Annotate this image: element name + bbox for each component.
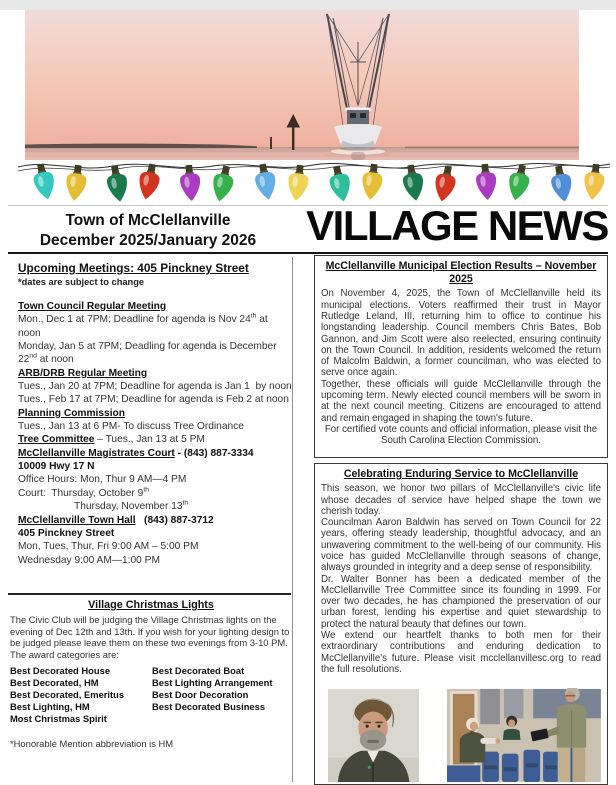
meeting-line-segment: McClellanville Town Hall	[18, 514, 136, 526]
meeting-line	[18, 300, 292, 313]
light-bulb	[582, 163, 606, 201]
meetings-list	[18, 300, 292, 567]
meeting-line	[18, 313, 292, 326]
award-category: Best Decorated, Emeritus	[10, 688, 125, 700]
meeting-line	[18, 380, 292, 393]
award-category: Best Decorated Boat	[152, 664, 245, 676]
award-category: Most Christmas Spirit	[10, 712, 107, 724]
meeting-line	[18, 433, 292, 446]
meeting-line-segment: Planning Commission	[18, 407, 125, 419]
award-category: Best Decorated House	[10, 664, 111, 676]
meeting-line-segment: at noon	[36, 354, 74, 366]
meeting-line-segment: ARB/DRB Regular Meeting	[18, 367, 148, 379]
meeting-line	[18, 473, 292, 486]
meeting-line	[18, 353, 292, 366]
meeting-line	[18, 554, 292, 567]
award-category: Best Lighting, HM	[10, 700, 90, 712]
top-gray-bar	[0, 0, 616, 10]
meeting-line-segment: Thursday, November 13	[74, 501, 183, 513]
service-paragraph-4: We extend our heartfelt thanks to both men for their extraordinary contributions and enduring dedication to McClellanville's future. Please visit mcclellanvillesc.org to read the full resolutions.	[321, 630, 601, 675]
masthead-town-name: Town of McClellanville	[65, 212, 231, 229]
dates-note: *dates are subject to change	[18, 277, 145, 287]
service-paragraph-1: This season, we honor two pillars of McClellanville's civic life whose decades of service have helped shape the town we cherish today.	[321, 483, 601, 517]
service-box	[314, 463, 608, 785]
christmas-section-heading: Village Christmas Lights	[88, 599, 214, 611]
award-category: Best Door Decoration	[152, 688, 249, 700]
shrimp-boat-photo	[25, 10, 579, 160]
meeting-line-segment: 10009 Hwy 17 N	[18, 461, 95, 473]
meeting-line-segment: Tree Committee	[18, 434, 95, 446]
sky	[25, 10, 579, 148]
water-streak	[25, 156, 579, 157]
meeting-line-segment: – Tues., Jan 13 at 5 PM	[94, 434, 205, 446]
meeting-line	[18, 340, 292, 353]
masthead-town-block	[22, 211, 274, 250]
meeting-line-segment: nd	[29, 352, 37, 360]
photo-row	[328, 688, 601, 783]
light-bulb	[549, 164, 575, 203]
light-bulb	[136, 162, 163, 201]
hm-footnote: *Honorable Mention abbreviation is HM	[10, 737, 174, 749]
meeting-line-segment: Monday, Jan 5 at 7PM; Deadling for agenda is December	[18, 341, 277, 353]
far-shore	[405, 147, 579, 149]
meeting-line-segment: Tues., Jan 13 at 6 PM- To discuss Tree Ordinance	[18, 421, 244, 433]
election-paragraph-2: Together, these officials will guide McClellanville through the upcoming term. Newly elected council members will be sworn in at the next council meeting. Citizens are encouraged to attend and remain engaged in shaping the town's future.	[321, 378, 601, 424]
masthead-issue-date: December 2025/January 2026	[39, 231, 257, 249]
meeting-line	[18, 514, 292, 527]
award-category: Best Decorated Business	[152, 700, 266, 712]
meeting-room-photo	[447, 688, 601, 783]
light-bulb	[401, 163, 426, 202]
service-paragraph-2: Councilman Aaron Baldwin has served on Town Council for 22 years, offering steady leadership, thoughtful advocacy, and an unwavering commitment to the well-being of our community. His voice has guided McClellanville through seasons of change, always grounded in integrity and a deep sense of responsibility.	[321, 517, 601, 574]
meeting-line	[18, 407, 292, 420]
boat-scene	[25, 10, 579, 160]
meeting-line-segment: Office Hours: Mon, Thur 9 AM—4 PM	[18, 474, 187, 486]
service-paragraph-3: Dr. Walter Bonner has been a dedicated member of the McClellanville Tree Committee since its founding in 1999. For over two decades, he has championed the preservation of our urban forest, lending his expertise and quiet stewardship to protect the natural beauty that defines our town.	[321, 573, 601, 630]
buoy	[270, 137, 272, 149]
award-category	[152, 713, 292, 725]
meeting-line-segment: at	[256, 314, 268, 326]
award-categories	[10, 665, 292, 725]
election-paragraph-3: For certified vote counts and official information, please visit the South Carolina Election Commission.	[324, 423, 598, 447]
meeting-line-segment: th	[143, 486, 149, 494]
light-bulb	[327, 164, 354, 203]
service-heading: Celebrating Enduring Service to McClellanville	[343, 468, 579, 480]
water-streak	[25, 151, 579, 152]
meeting-line-segment: th	[250, 312, 257, 320]
election-heading: McClellanville Municipal Election Results – November 2025	[325, 260, 597, 286]
election-paragraph-1: On November 4, 2025, the Town of McClellanville held its municipal elections. Voters reaffirmed their trust in Mayor Rutledge Leland, III, returning him to office to continue his longstanding leadership. Council members Chris Bates, Bob Gannon, and Jim Scott were also reelected, ensuring continuity on the Town Council. In addition, residents welcomed the return of Malcolm Baldwin, a former councilman, who was elected to serve once again.	[321, 288, 601, 379]
meeting-line	[18, 500, 292, 513]
meeting-line	[18, 487, 292, 500]
section-divider-rule	[8, 593, 291, 595]
light-bulb	[475, 163, 498, 201]
meeting-line-segment: th	[182, 499, 189, 507]
meeting-line-segment: Town Council Regular Meeting	[18, 301, 167, 312]
christmas-lights-strip	[18, 158, 610, 208]
christmas-lights-section	[10, 599, 292, 749]
meeting-line	[18, 393, 292, 406]
portrait-photo	[328, 688, 419, 783]
meeting-line	[18, 540, 292, 553]
meeting-line	[18, 527, 292, 540]
light-bulb	[360, 163, 384, 201]
election-results-box	[314, 255, 608, 458]
column-divider	[292, 257, 293, 782]
upcoming-meetings-heading: Upcoming Meetings: 405 Pinckney Street	[18, 261, 249, 275]
award-category: Best Lighting Arrangement	[152, 676, 273, 688]
lights-svg	[18, 158, 610, 208]
christmas-paragraph: The Civic Club will be judging the Village Christmas lights on the evening of Dec 12th and 13th. If you wish for your lighting design to be judged please leave them on these two evenings from 3-10 PM. The award categories are:	[10, 614, 290, 661]
meeting-line	[18, 447, 292, 460]
newsletter-title: VILLAGE NEWS	[306, 202, 608, 249]
meeting-line-segment: - (843) 887-3334	[174, 447, 254, 459]
meeting-line	[18, 327, 292, 340]
meeting-line-segment: Wednesday 9:00 AM—1:00 PM	[18, 554, 160, 566]
light-bulb	[432, 164, 459, 203]
meeting-line-segment: Tues., Feb 17 at 7PM; Deadline for agenda is Feb 2 at noon	[18, 394, 289, 406]
meeting-line	[18, 420, 292, 433]
meeting-line-segment: Tues., Jan 20 at 7PM; Deadline for agenda is Jan 1 by noon	[18, 381, 292, 393]
meeting-line	[18, 460, 292, 473]
left-column	[18, 261, 292, 567]
meeting-line-segment: 405 Pinckney Street	[18, 527, 115, 539]
meeting-line-segment: Court: Thursday, October 9	[18, 487, 144, 499]
meeting-line-segment: McClellanville Magistrates Court	[18, 447, 175, 459]
meeting-line-segment: (843) 887-3712	[135, 514, 214, 526]
header-rule	[8, 252, 608, 254]
meeting-line-segment: Mon., Dec 1 at 7PM; Deadline for agenda is Nov 24	[18, 314, 251, 326]
meeting-line-segment: Mon, Tues, Thur, Fri 9:00 AM – 5:00 PM	[18, 541, 199, 553]
meeting-line-segment: noon	[18, 327, 41, 339]
award-category: Best Decorated, HM	[10, 676, 99, 688]
meeting-line-segment: 22	[18, 354, 30, 366]
meeting-line	[18, 367, 292, 380]
light-bulb	[64, 164, 88, 202]
